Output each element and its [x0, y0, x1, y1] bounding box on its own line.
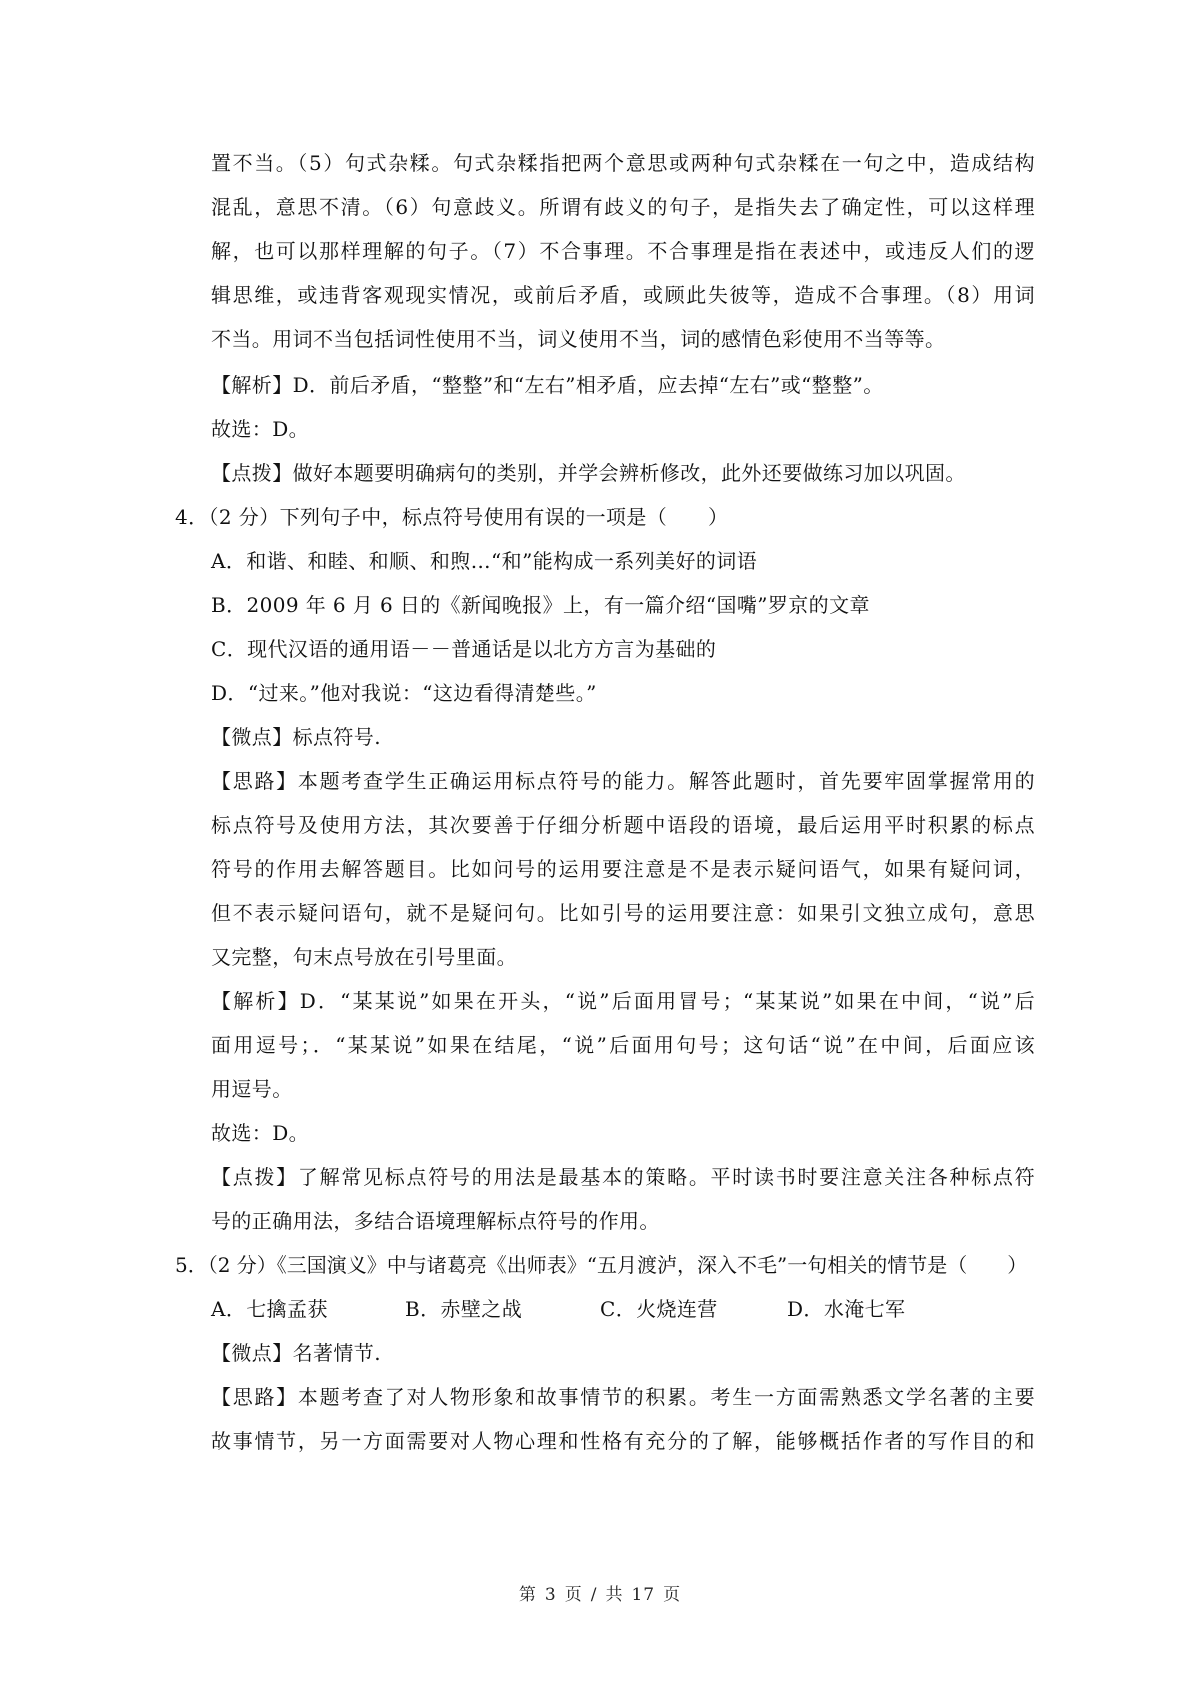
q4-thinking-line-5: 又完整，句末点号放在引号里面。 — [211, 945, 517, 969]
q4-analysis-line-1: 【解析】D．“某某说”如果在开头，“说”后面用冒号；“某某说”如果在中间，“说”后 — [211, 989, 1035, 1013]
footer-total-prefix: 共 — [605, 1585, 624, 1605]
q4-option-c: C．现代汉语的通用语－－普通话是以北方方言为基础的 — [211, 637, 717, 661]
q4-option-a: A．和谐、和睦、和顺、和煦…“和”能构成一系列美好的词语 — [211, 549, 758, 573]
q4-tip-line-1: 【点拨】了解常见标点符号的用法是最基本的策略。平时读书时要注意关注各种标点符 — [211, 1165, 1035, 1189]
q5-point: 【微点】名著情节. — [211, 1341, 381, 1365]
footer-page-number: 3 — [544, 1585, 557, 1605]
footer-page-unit: 页 — [564, 1585, 583, 1605]
continuation-line-3: 解，也可以那样理解的句子。（7）不合事理。不合事理是指在表述中，或违反人们的逻 — [211, 239, 1035, 263]
footer-total-unit: 页 — [663, 1585, 682, 1605]
q4-stem: 4．（2 分）下列句子中，标点符号使用有误的一项是（ ） — [175, 505, 729, 529]
q3-answer: 故选：D。 — [211, 417, 310, 441]
q5-option-a: A．七擒孟获 — [211, 1297, 328, 1321]
q4-analysis-line-3: 用逗号。 — [211, 1077, 293, 1101]
q5-thinking-line-2: 故事情节，另一方面需要对人物心理和性格有充分的了解，能够概括作者的写作目的和 — [211, 1429, 1035, 1453]
q5-option-d: D．水淹七军 — [787, 1297, 906, 1321]
continuation-line-2: 混乱，意思不清。（6）句意歧义。所谓有歧义的句子，是指失去了确定性，可以这样理 — [211, 195, 1035, 219]
q4-answer: 故选：D。 — [211, 1121, 310, 1145]
q4-thinking-line-1: 【思路】本题考查学生正确运用标点符号的能力。解答此题时，首先要牢固掌握常用的 — [211, 769, 1035, 793]
q4-thinking-line-4: 但不表示疑问语句，就不是疑问句。比如引号的运用要注意：如果引文独立成句，意思 — [211, 901, 1035, 925]
footer-separator: / — [590, 1585, 598, 1605]
q4-option-d: D．“过来。”他对我说：“这边看得清楚些。” — [211, 681, 597, 705]
q5-option-c: C．火烧连营 — [600, 1297, 718, 1321]
q4-thinking-line-2: 标点符号及使用方法，其次要善于仔细分析题中语段的语境，最后运用平时积累的标点 — [211, 813, 1035, 837]
continuation-line-5: 不当。用词不当包括词性使用不当，词义使用不当，词的感情色彩使用不当等等。 — [211, 327, 946, 351]
continuation-line-4: 辑思维，或违背客观现实情况，或前后矛盾，或顾此失彼等，造成不合事理。（8）用词 — [211, 283, 1035, 307]
q4-option-b: B．2009 年 6 月 6 日的《新闻晚报》上，有一篇介绍“国嘴”罗京的文章 — [211, 593, 870, 617]
q4-tip-line-2: 号的正确用法，多结合语境理解标点符号的作用。 — [211, 1209, 660, 1233]
continuation-line-1: 置不当。（5）句式杂糅。句式杂糅指把两个意思或两种句式杂糅在一句之中，造成结构 — [211, 151, 1035, 175]
footer-total-pages: 17 — [631, 1585, 656, 1605]
q4-point: 【微点】标点符号. — [211, 725, 381, 749]
q4-analysis-line-2: 面用逗号；．“某某说”如果在结尾，“说”后面用句号；这句话“说”在中间，后面应该 — [211, 1033, 1035, 1057]
q5-thinking-line-1: 【思路】本题考查了对人物形象和故事情节的积累。考生一方面需熟悉文学名著的主要 — [211, 1385, 1035, 1409]
page-footer — [0, 1580, 1200, 1605]
footer-prefix: 第 — [518, 1585, 537, 1605]
q3-tip: 【点拨】做好本题要明确病句的类别，并学会辨析修改，此外还要做练习加以巩固。 — [211, 461, 966, 485]
q4-thinking-line-3: 符号的作用去解答题目。比如问号的运用要注意是不是表示疑问语气，如果有疑问词， — [211, 857, 1035, 881]
q5-option-b: B．赤壁之战 — [405, 1297, 523, 1321]
q5-stem: 5．（2 分）《三国演义》中与诸葛亮《出师表》“五月渡泸，深入不毛”一句相关的情节是（ ） — [175, 1253, 1028, 1277]
q3-analysis: 【解析】D．前后矛盾，“整整”和“左右”相矛盾，应去掉“左右”或“整整”。 — [211, 373, 884, 397]
